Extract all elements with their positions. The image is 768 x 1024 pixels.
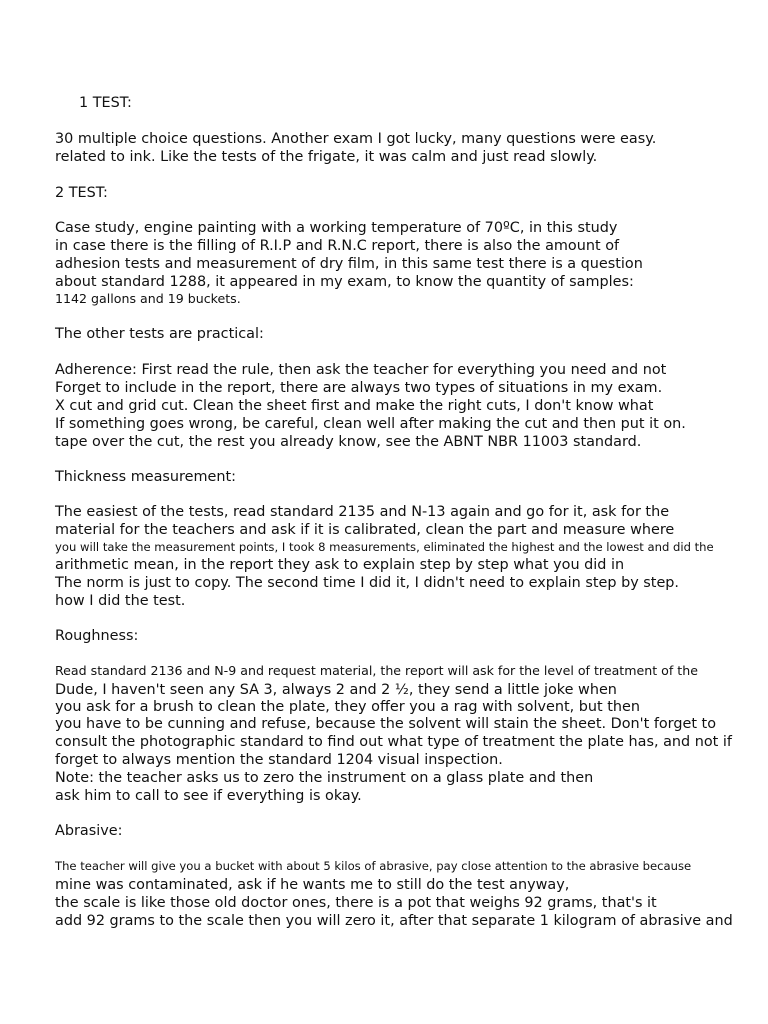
adherence-line: tape over the cut, the rest you already know, see the ABNT NBR 11003 standard.	[55, 434, 642, 450]
thickness-line: arithmetic mean, in the report they ask to explain step by step what you did in	[55, 557, 625, 573]
test2-line: adhesion tests and measurement of dry film, in this same test there is a question	[55, 256, 643, 272]
thickness-line: The easiest of the tests, read standard 2135 and N-13 again and go for it, ask for the	[55, 504, 670, 520]
adherence-line: Adherence: First read the rule, then ask the teacher for everything you need and not	[55, 362, 667, 378]
abrasive-line: The teacher will give you a bucket with about 5 kilos of abrasive, pay close attention to the abrasive because	[55, 859, 692, 873]
test1-heading: 1 TEST:	[79, 95, 132, 111]
roughness-line: Read standard 2136 and N-9 and request material, the report will ask for the level of treatment of the	[55, 663, 698, 678]
thickness-heading: Thickness measurement:	[55, 469, 236, 485]
roughness-line: you have to be cunning and refuse, because the solvent will stain the sheet. Don't forget to	[55, 716, 716, 732]
thickness-line: you will take the measurement points, I took 8 measurements, eliminated the highest and the lowest and did the	[55, 540, 714, 554]
roughness-line: Dude, I haven't seen any SA 3, always 2 and 2 ½, they send a little joke when	[55, 682, 617, 698]
roughness-line: you ask for a brush to clean the plate, they offer you a rag with solvent, but then	[55, 699, 640, 715]
abrasive-line: add 92 grams to the scale then you will zero it, after that separate 1 kilogram of abrasive and	[55, 913, 733, 929]
thickness-line: how I did the test.	[55, 593, 186, 609]
test1-line: 30 multiple choice questions. Another exam I got lucky, many questions were easy.	[55, 131, 657, 147]
test2-line: in case there is the filling of R.I.P and R.N.C report, there is also the amount of	[55, 238, 620, 254]
adherence-line: X cut and grid cut. Clean the sheet first and make the right cuts, I don't know what	[55, 398, 654, 414]
test1-line: related to ink. Like the tests of the frigate, it was calm and just read slowly.	[55, 149, 598, 165]
roughness-line: consult the photographic standard to find out what type of treatment the plate has, and not if	[55, 734, 732, 750]
roughness-line: forget to always mention the standard 1204 visual inspection.	[55, 752, 503, 768]
test2-heading: 2 TEST:	[55, 185, 108, 201]
thickness-line: The norm is just to copy. The second time I did it, I didn't need to explain step by step.	[55, 575, 680, 591]
abrasive-line: mine was contaminated, ask if he wants me to still do the test anyway,	[55, 877, 570, 893]
thickness-line: material for the teachers and ask if it is calibrated, clean the part and measure where	[55, 522, 675, 538]
test2-line: 1142 gallons and 19 buckets.	[55, 291, 241, 306]
roughness-heading: Roughness:	[55, 628, 139, 644]
test2-line: Case study, engine painting with a working temperature of 70ºC, in this study	[55, 220, 618, 236]
test2-line: about standard 1288, it appeared in my exam, to know the quantity of samples:	[55, 274, 634, 290]
practical-intro: The other tests are practical:	[55, 326, 264, 342]
adherence-line: If something goes wrong, be careful, clean well after making the cut and then put it on.	[55, 416, 686, 432]
roughness-line: Note: the teacher asks us to zero the instrument on a glass plate and then	[55, 770, 594, 786]
roughness-line: ask him to call to see if everything is okay.	[55, 788, 362, 804]
abrasive-heading: Abrasive:	[55, 823, 123, 839]
adherence-line: Forget to include in the report, there are always two types of situations in my exam.	[55, 380, 663, 396]
abrasive-line: the scale is like those old doctor ones, there is a pot that weighs 92 grams, that's it	[55, 895, 657, 911]
